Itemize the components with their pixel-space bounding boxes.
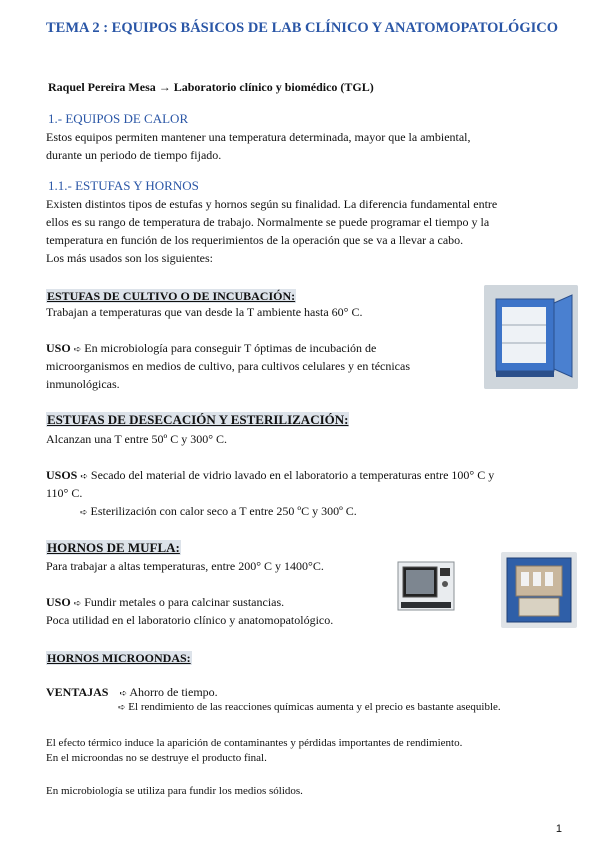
mufla-line-3: Poca utilidad en el laboratorio clínico y anatomopatológico. [46,613,334,627]
section11-line-2: ellos es su rango de temperatura de trabajo. Normalmente se puede programar el tiempo y la [46,215,490,229]
desecacion-line-1: Alcanzan una T entre 50º C y 300° C. [46,432,228,446]
microondas-ventajas-label: VENTAJAS [46,685,109,699]
cultivo-heading-text: ESTUFAS DE CULTIVO O DE INCUBACIÓN: [47,289,296,303]
mufla-line-1: Para trabajar a altas temperaturas, entre 200° C y 1400°C. [46,559,324,573]
cultivo-uso-line-3: inmunológicas. [46,377,120,391]
cultivo-uso-line-2: microorganismos en medios de cultivo, para cultivos celulares y en técnicas [46,359,411,373]
oven-icon [395,558,457,616]
desecacion-usos-line-1 [46,467,494,484]
desecacion-usos-text-1: Secado del material de vidrio lavado en el laboratorio a temperaturas entre 100° C y [90,468,495,482]
section11-line-4: Los más usados son los siguientes: [46,251,213,265]
mufla-heading [46,539,181,557]
oven-image [395,558,457,616]
arrow-icon: ➪ [80,471,88,481]
cultivo-uso-text-1: En microbiología para conseguir T óptimas de incubación de [84,341,377,355]
desecacion-usos-line-3 [80,503,357,520]
cultivo-heading [46,287,296,305]
muffle-furnace-image [501,552,577,628]
mufla-uso-line [46,594,284,611]
section-heading-equipos-calor: 1.- EQUIPOS DE CALOR [48,111,189,126]
desecacion-usos-text-3: Esterilización con calor seco a T entre 250 ºC y 300º C. [90,504,357,518]
cultivo-line-1: Trabajan a temperaturas que van desde la T ambiente hasta 60° C. [46,305,363,319]
microondas-heading [46,649,192,667]
section1-line-2: durante un periodo de tiempo fijado. [46,148,222,162]
mufla-heading-text: HORNOS DE MUFLA: [47,540,180,555]
microondas-line-b: En el microondas no se destruye el producto final. [46,752,267,764]
desecacion-usos-label: USOS [46,468,78,482]
microondas-line-c: En microbiología se utiliza para fundir los medios sólidos. [46,785,303,797]
page-title: TEMA 2 : EQUIPOS BÁSICOS DE LAB CLÍNICO Y ANATOMOPATOLÓGICO [46,20,559,36]
microondas-ventaja-2-text: El rendimiento de las reacciones químicas aumenta y el precio es bastante asequible. [128,701,501,713]
incubator-icon [484,285,578,389]
microondas-ventaja-2 [118,701,501,713]
section11-line-1: Existen distintos tipos de estufas y hornos según su finalidad. La diferencia fundamental entre [46,197,498,211]
microondas-ventaja-1 [46,684,218,701]
incubator-image [484,285,578,389]
arrow-icon: ➪ [73,598,82,608]
microondas-heading-text: HORNOS MICROONDAS: [47,651,191,665]
section1-line-1: Estos equipos permiten mantener una temperatura determinada, mayor que la ambiental, [46,130,471,144]
cultivo-uso-line-1 [46,340,376,357]
arrow-icon: ➪ [119,688,128,698]
arrow-icon: ➪ [73,344,82,354]
cultivo-uso-label: USO [46,341,71,355]
mufla-uso-text: Fundir metales o para calcinar sustancias. [84,595,285,609]
page-number: 1 [555,823,562,835]
section11-line-3: temperatura en función de los requerimientos de la operación que se va a llevar a cabo. [46,233,464,247]
microondas-line-a: El efecto térmico induce la aparición de contaminantes y pérdidas importantes de rendimiento. [46,737,463,749]
desecacion-usos-line-2: 110° C. [46,486,83,500]
desecacion-heading [46,411,349,429]
arrow-icon: ➪ [80,507,88,517]
muffle-furnace-icon [501,552,577,628]
arrow-icon: ➪ [118,702,126,712]
author-line: Raquel Pereira Mesa → Laboratorio clínico y biomédico (TGL) [48,80,374,94]
desecacion-heading-text: ESTUFAS DE DESECACIÓN Y ESTERILIZACIÓN: [47,412,349,427]
mufla-uso-label: USO [46,595,71,609]
section-heading-estufas-hornos: 1.1.- ESTUFAS Y HORNOS [48,178,199,193]
microondas-ventaja-1-text: Ahorro de tiempo. [129,685,218,699]
